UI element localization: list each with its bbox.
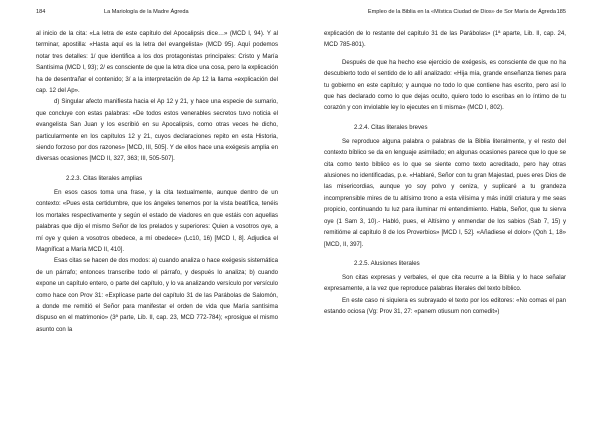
paragraph: al inicio de la cita: «La letra de este capítulo del Apocalipsis dice…» (MCD I, 94). Y al terminar, apostilla: «Hasta aquí es la letra del evangelista» (MCD 95). Aquí podemos notar tres detalles: 1/ que identifica a los dos protagonistas principales: Cristo y María Santísima (MCD I, 93); 2/ es consciente de que la letra dice una cosa, pero la explicación ha de desentrañar el contenido; 3/ a la interpretación de Ap 12 la llama «explicación del cap. 12 del Ap». xyxy=(36,30,278,95)
section-heading: 2.2.3. Citas literales amplias xyxy=(66,174,143,182)
paragraph: Esas citas se hacen de dos modos: a) cuando analiza o hace exégesis sistemática de un párrafo; entonces transcribe todo el párrafo, y después lo analiza; b) cuando expone un capítulo entero, o parte del capítulo, y lo va analizando versículo por versículo como hace con Prov 31: «Explícase parte del capítulo 31 de las Parábolas de Salomón, a donde me remitió el Señor para manifestar el orden de vida que María santísima dispuso en el matrimonio» (3ª parte, Lib. II, cap. 23, MCD 772-784); «prosigue el mismo asunto con la xyxy=(36,257,278,333)
running-head: Empleo de la Biblia en la «Mística Ciudad de Dios» de Sor María de Ágreda xyxy=(367,9,556,15)
paragraph: Después de que ha hecho ese ejercicio de exégesis, es consciente de que no ha descubierto todo el sentido de lo allí analizado: «Hija mía, grande enseñanza tienes para tu gobierno en este capítulo; y aunque no todo lo que contiene has escrito, pero así lo que has declarado como lo que dejas oculto, quiero todo lo escribas en lo íntimo de tu corazón y con inviolable ley lo ejecutes en ti misma» (MCD I, 802). xyxy=(324,58,566,112)
right-page xyxy=(300,0,600,423)
page-number: 185 xyxy=(556,9,566,15)
section-heading: 2.2.5. Alusiones literales xyxy=(354,259,420,267)
paragraph: Son citas expresas y verbales, el que cita recurre a la Biblia y lo hace señalar expresamente, a la vez que reproduce palabras literales del texto bíblico. xyxy=(324,273,566,293)
section-heading: 2.2.4. Citas literales breves xyxy=(354,123,428,131)
paragraph: Se reproduce alguna palabra o palabras de la Biblia literalmente, y el resto del contexto bíblico se da en lenguaje asimilado; en algunas ocasiones parece que lo que se cita como texto bíblico es lo que se siente como texto acreditado, pero hay otras alusiones no identificadas, p.e. «Hablaré, Señor con tu gran Majestad, pues eres Dios de las misericordias, aunque yo soy polvo y ceniza, y suplicaré a tu grandeza incomprensible mires de tu altísimo trono a esta vilísima y más inútil criatura y me seas propicio, continuando tu luz para iluminar mi entendimiento. Habla, Señor, que tu sierva oye (1 Sam 3, 10).- Habló, pues, el Altísimo y enmendar de los sabios (Sab 7, 15) y remitióme al capítulo 8 de los Proverbios» [MCD I, 52]. «Añadiese el dolor» (Qoh 1, 18» [MCD, II, 397]. xyxy=(324,137,566,248)
paragraph: En esos casos toma una frase, y la cita textualmente, aunque dentro de un contexto: «Pues esta certidumbre, que los ángeles tenemos por la vista beatífica, tenéis los mortales respectivamente y según el estado de viadores en que estáis con aquellas palabras que dijo el mismo Señor de los prelados y superiores: Quien a vosotros oye, a mí oye y quien a vosotros obedece, a mí obedece» (Lc10, 16) [MCD I, 8]. Adjudica el Magníficat a María MCD II, 410]. xyxy=(36,188,278,253)
paragraph: En este caso ni siquiera es subrayado el texto por los editores: «No comas el pan estando ociosa (Vg: Prov 31, 27: «panem otiusum non comedit») xyxy=(324,296,566,316)
paragraph: d) Singular afecto manifiesta hacia el Ap 12 y 21, y hace una especie de sumario, que concluye con estas palabras: «De todos estos venerables secretos tuvo noticia el evangelista San Juan y los escribió en su Apocalipsis, como otras veces he dicho, particularmente en los capítulos 12 y 21, cuyos declaraciones repito en esta Historia, siendo forzoso por dos razones» [MCD, III, 505]. Y de ellos hace una exégesis amplia en diversas ocasiones [MCD II, 327, 363; III, 505-507]. xyxy=(36,98,278,163)
paragraph: explicación de lo restante del capítulo 31 de las Parábolas» (1ª aparte, Lib. II, cap. 24, MCD 785-801). xyxy=(324,30,566,49)
running-head: La Mariología de la Madre Ágreda xyxy=(104,9,189,15)
page-number: 184 xyxy=(36,9,46,15)
